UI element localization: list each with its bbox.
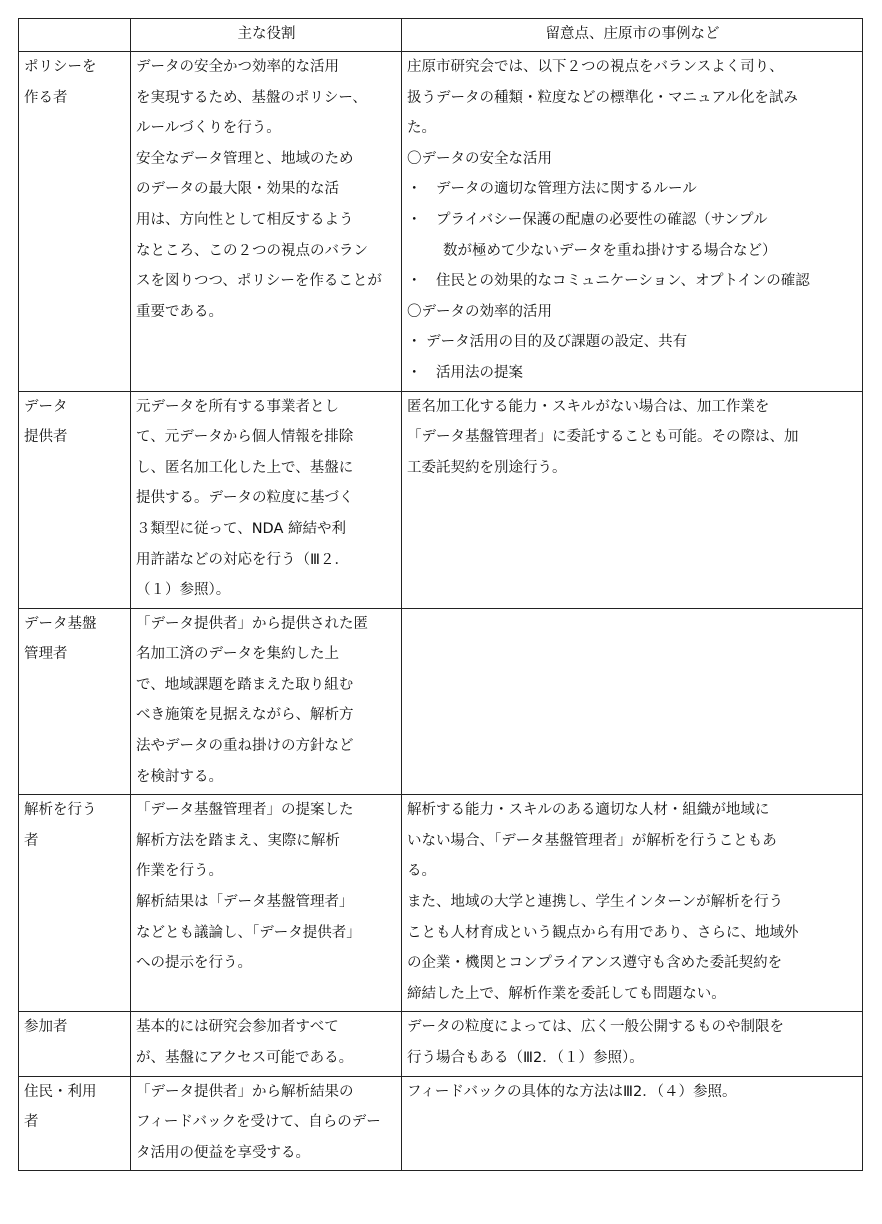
notes-text-line: 庄原市研究会では、以下２つの視点をバランスよく司り、 [407,59,784,75]
actor-text-line: 提供者 [24,429,68,446]
role-cell [131,608,402,795]
actor-text-line: 管理者 [24,646,68,663]
notes-cell [402,391,863,608]
notes-text-line: 工委託契約を別途行う。 [407,459,567,476]
role-text-line: 名加工済のデータを集約した上 [136,646,339,663]
role-text-line: 用は、方向性として相反するよう [136,211,354,228]
role-text-line: フィードバックを受けて、自らのデー [136,1114,381,1131]
actor-cell [19,1012,131,1076]
table-row [19,391,863,608]
actor-text-line: 参加者 [24,1019,68,1036]
actor-text-line: 解析を行う [24,802,97,819]
role-text-line: 「データ基盤管理者」の提案した [136,802,354,819]
role-text-line: が、基盤にアクセス可能である。 [136,1050,354,1066]
role-text-line: 安全なデータ管理と、地域のため [136,150,354,167]
role-text-line: 作業を行う。 [136,863,223,880]
notes-text-line: る。 [407,863,436,880]
notes-text-line: た。 [407,120,436,137]
actor-text-line: 者 [24,1114,39,1131]
role-text-line: ３類型に従って、NDA 締結や利 [136,520,346,537]
actor-text-line: 住民・利用 [24,1083,97,1100]
notes-text-line: 数が極めて少ないデータを重ね掛けする場合など） [443,242,777,259]
notes-text-line: ・ 住民との効果的なコミュニケーション、オプトインの確認 [407,273,810,290]
role-text-line: で、地域課題を踏まえた取り組む [136,676,354,693]
roles-table [18,18,863,1171]
role-text-line: データの安全かつ効率的な活用 [136,59,339,75]
notes-text-line: ・ 活用法の提案 [407,364,523,381]
role-text-line: べき施策を見据えながら、解析方 [136,707,354,724]
notes-text-line: データの粒度によっては、広く一般公開するものや制限を [407,1019,784,1036]
role-cell [131,1012,402,1076]
notes-text-line: 「データ基盤管理者」に委託することも可能。その際は、加 [407,429,799,446]
header-notes: 留意点、庄原市の事例など [402,19,863,52]
actor-cell [19,52,131,392]
notes-text-line: 行う場合もある（Ⅲ2．（１）参照）。 [407,1050,644,1066]
role-text-line: なところ、この２つの視点のバラン [136,242,368,259]
table-row [19,52,863,392]
role-text-line: 「データ提供者」から解析結果の [136,1083,354,1100]
role-text-line: 解析方法を踏まえ、実際に解析 [136,832,340,849]
actor-cell [19,608,131,795]
role-text-line: ルールづくりを行う。 [136,120,281,137]
role-text-line: タ活用の便益を享受する。 [136,1144,310,1161]
table-row [19,795,863,1012]
notes-cell [402,795,863,1012]
role-text-line: 重要である。 [136,303,223,320]
role-text-line: を検討する。 [136,768,223,785]
role-text-line: 解析結果は「データ基盤管理者」 [136,894,354,911]
notes-text-line: ・ プライバシー保護の配慮の必要性の確認（サンプル [407,211,768,228]
notes-text-line: 〇データの安全な活用 [407,150,552,167]
role-text-line: 用許諾などの対応を行う（Ⅲ２． [136,551,349,568]
role-text-line: 法やデータの重ね掛けの方針など [136,738,354,755]
actor-cell [19,795,131,1012]
role-text-line: 「データ提供者」から提供された匿 [136,615,368,632]
notes-text-line: の企業・機関とコンプライアンス遵守も含めた委託契約を [407,955,783,972]
role-text-line: （１）参照）。 [136,582,231,599]
role-text-line: て、元データから個人情報を排除 [136,429,354,446]
notes-text-line: フィードバックの具体的な方法はⅢ2．（４）参照。 [407,1083,737,1100]
notes-cell [402,52,863,392]
role-text-line: への提示を行う。 [136,955,252,972]
notes-text-line: ことも人材育成という観点から有用であり、さらに、地域外 [407,924,799,941]
actor-text-line: 者 [24,832,39,849]
actor-text-line: データ [24,398,68,415]
role-cell [131,795,402,1012]
notes-text-line: また、地域の大学と連携し、学生インターンが解析を行う [407,894,784,911]
table-row [19,1076,863,1171]
notes-text-line: 解析する能力・スキルのある適切な人材・組織が地域に [407,802,770,819]
notes-text-line: ・ データ活用の目的及び課題の設定、共有 [407,334,688,351]
role-text-line: し、匿名加工化した上で、基盤に [136,459,354,476]
role-cell [131,391,402,608]
header-actor [19,19,131,52]
role-cell [131,52,402,392]
notes-cell [402,1012,863,1076]
role-text-line: 基本的には研究会参加者すべて [136,1019,339,1036]
header-role: 主な役割 [131,19,402,52]
role-text-line: などとも議論し、「データ提供者」 [136,924,361,941]
actor-text-line: 作る者 [24,89,68,106]
actor-cell [19,1076,131,1171]
notes-cell [402,608,863,795]
role-text-line: 提供する。データの粒度に基づく [136,490,354,507]
notes-text-line: 〇データの効率的活用 [407,303,552,320]
role-text-line: のデータの最大限・効果的な活 [136,181,339,198]
table-body [19,52,863,1171]
notes-cell [402,1076,863,1171]
notes-text-line: 締結した上で、解析作業を委託しても問題ない。 [407,985,726,1002]
role-text-line: スを図りつつ、ポリシーを作ることが [136,273,382,290]
notes-text-line: 匿名加工化する能力・スキルがない場合は、加工作業を [407,398,770,415]
role-text-line: を実現するため、基盤のポリシー、 [136,89,367,106]
notes-text-line: 扱うデータの種類・粒度などの標準化・マニュアル化を試み [407,89,798,106]
actor-text-line: データ基盤 [24,615,97,632]
notes-text-line: ・ データの適切な管理方法に関するルール [407,181,697,198]
actor-text-line: ポリシーを [24,59,97,75]
table-row [19,1012,863,1076]
role-cell [131,1076,402,1171]
table-row [19,608,863,795]
notes-text-line: いない場合、「データ基盤管理者」が解析を行うこともあ [407,832,777,849]
header-row [19,19,863,52]
actor-cell [19,391,131,608]
role-text-line: 元データを所有する事業者とし [136,398,339,415]
